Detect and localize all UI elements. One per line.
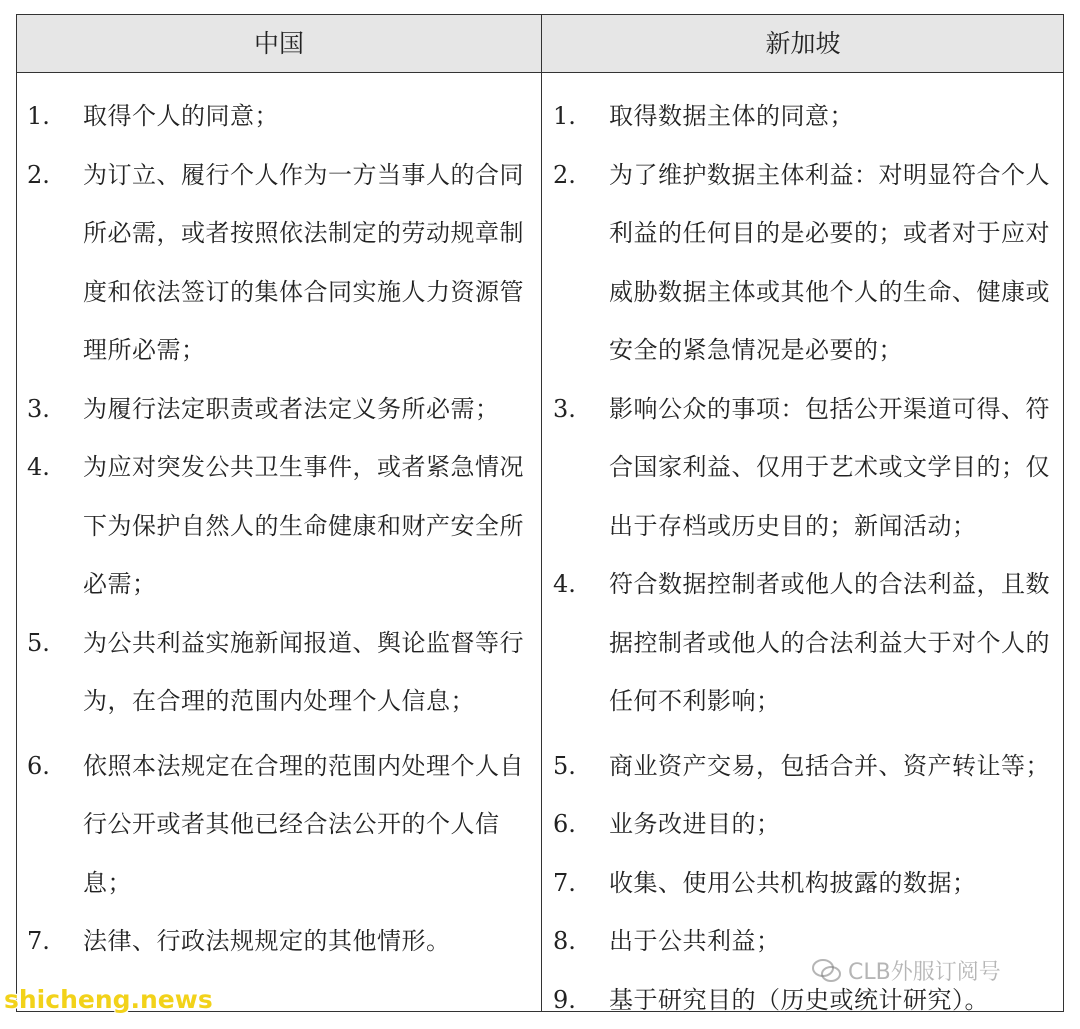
item-number: 3.	[27, 380, 83, 439]
china-item-3	[27, 380, 537, 439]
singapore-column	[553, 87, 1059, 1029]
table-header	[17, 15, 1063, 73]
item-number: 8.	[553, 912, 609, 971]
item-number: 6.	[27, 737, 83, 913]
item-text: 取得个人的同意；	[83, 87, 537, 146]
item-number: 1.	[27, 87, 83, 146]
site-watermark: shicheng.news	[4, 985, 213, 1014]
singapore-item-2	[553, 146, 1059, 380]
item-text: 依照本法规定在合理的范围内处理个人自行公开或者其他已经合法公开的个人信息；	[83, 737, 537, 913]
header-china: 中国	[17, 15, 541, 72]
item-number: 2.	[553, 146, 609, 380]
item-number: 7.	[27, 912, 83, 971]
item-number: 9.	[553, 971, 609, 1029]
header-singapore: 新加坡	[542, 15, 1064, 72]
singapore-item-4	[553, 555, 1059, 731]
item-text: 为履行法定职责或者法定义务所必需；	[83, 380, 537, 439]
wechat-watermark	[812, 955, 1001, 986]
singapore-item-6	[553, 795, 1059, 854]
singapore-item-1	[553, 87, 1059, 146]
item-number: 7.	[553, 854, 609, 913]
china-item-4	[27, 438, 537, 614]
singapore-item-7	[553, 854, 1059, 913]
item-text: 出于公共利益；	[609, 912, 1059, 971]
item-number: 3.	[553, 380, 609, 556]
wechat-account-name: CLB外服订阅号	[848, 955, 1001, 986]
item-text: 为了维护数据主体利益：对明显符合个人利益的任何目的是必要的；或者对于应对威胁数据主体或其他个人的生命、健康或安全的紧急情况是必要的；	[609, 146, 1059, 380]
item-number: 5.	[553, 737, 609, 796]
item-text: 影响公众的事项：包括公开渠道可得、符合国家利益、仅用于艺术或文学目的；仅出于存档或历史目的；新闻活动；	[609, 380, 1059, 556]
item-text: 基于研究目的（历史或统计研究）。	[609, 971, 1059, 1029]
wechat-icon	[812, 958, 842, 984]
china-column	[27, 87, 537, 971]
china-item-6	[27, 737, 537, 913]
item-text: 符合数据控制者或他人的合法利益，且数据控制者或他人的合法利益大于对个人的任何不利影响；	[609, 555, 1059, 731]
item-text: 为订立、履行个人作为一方当事人的合同所必需，或者按照依法制定的劳动规章制度和依法签订的集体合同实施人力资源管理所必需；	[83, 146, 537, 380]
china-item-5	[27, 614, 537, 731]
column-divider	[541, 15, 542, 1011]
item-text: 业务改进目的；	[609, 795, 1059, 854]
item-text: 收集、使用公共机构披露的数据；	[609, 854, 1059, 913]
item-text: 为应对突发公共卫生事件，或者紧急情况下为保护自然人的生命健康和财产安全所必需；	[83, 438, 537, 614]
item-text: 为公共利益实施新闻报道、舆论监督等行为，在合理的范围内处理个人信息；	[83, 614, 537, 731]
item-number: 1.	[553, 87, 609, 146]
item-number: 2.	[27, 146, 83, 380]
item-number: 5.	[27, 614, 83, 731]
comparison-table	[16, 14, 1064, 1012]
singapore-item-5	[553, 737, 1059, 796]
item-text: 商业资产交易，包括合并、资产转让等；	[609, 737, 1059, 796]
china-item-1	[27, 87, 537, 146]
china-item-2	[27, 146, 537, 380]
item-number: 6.	[553, 795, 609, 854]
item-text: 法律、行政法规规定的其他情形。	[83, 912, 537, 971]
item-text: 取得数据主体的同意；	[609, 87, 1059, 146]
china-item-7	[27, 912, 537, 971]
item-number: 4.	[553, 555, 609, 731]
item-number: 4.	[27, 438, 83, 614]
singapore-item-3	[553, 380, 1059, 556]
